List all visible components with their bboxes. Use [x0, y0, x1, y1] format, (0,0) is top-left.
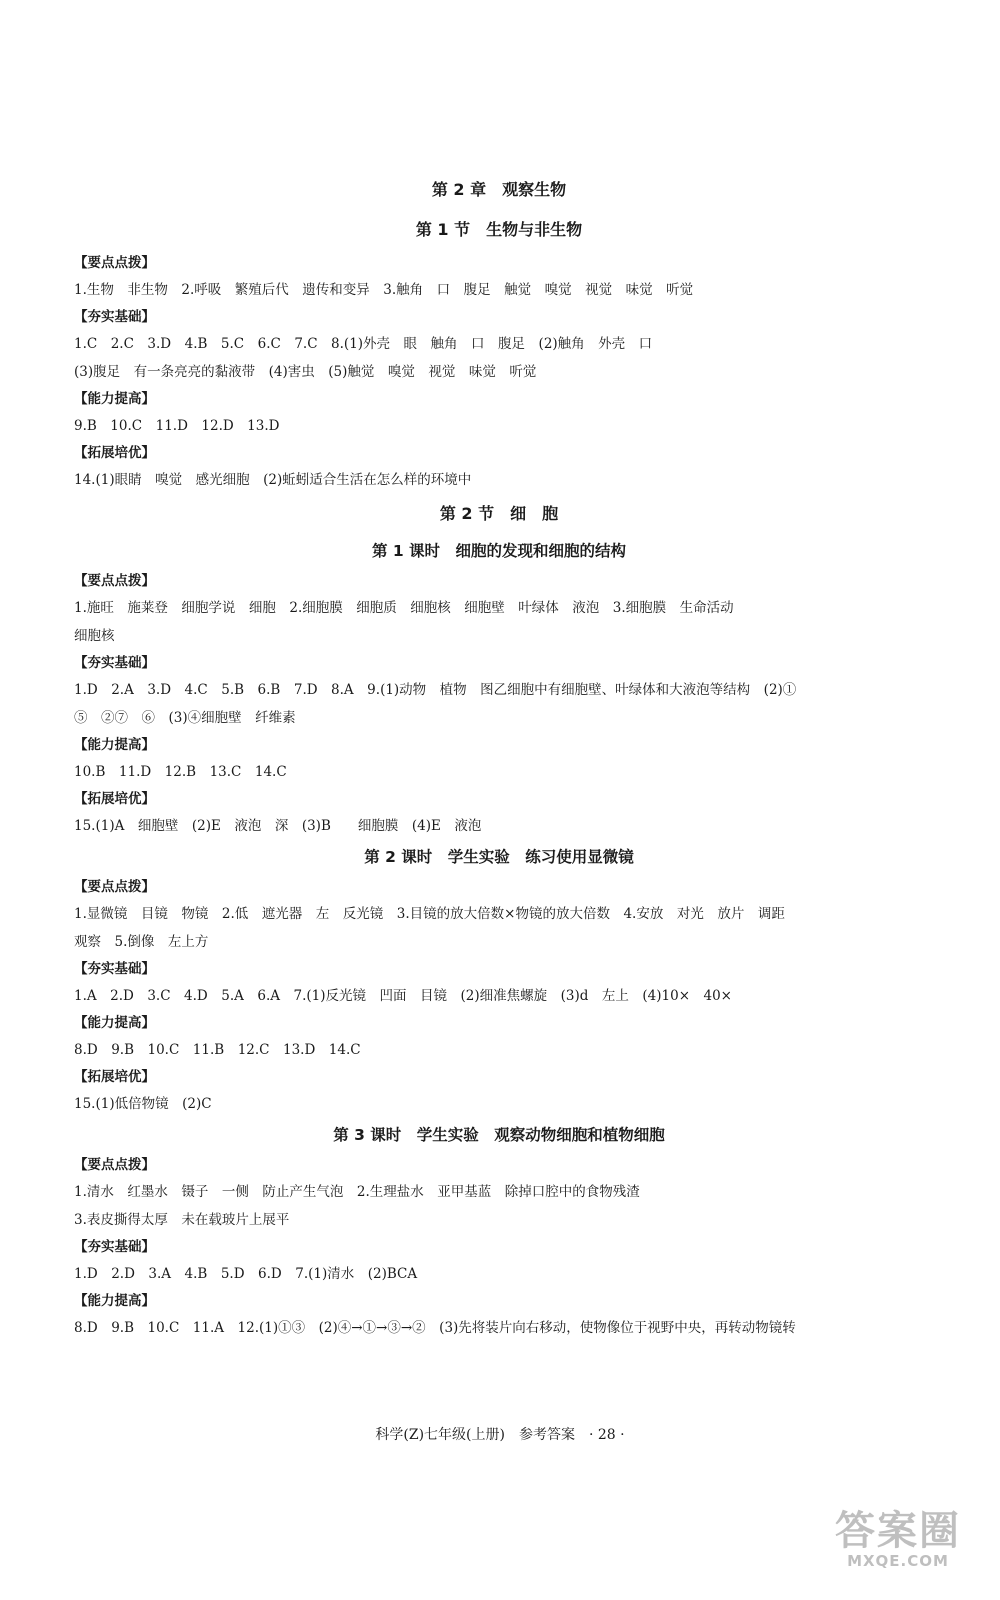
watermark-url: MXQE.COM — [847, 1552, 949, 1570]
answer-line: 14.(1)眼睛 嗅觉 感光细胞 (2)蚯蚓适合生活在怎么样的环境中 — [74, 472, 472, 488]
answer-line: (3)腹足 有一条亮亮的黏液带 (4)害虫 (5)触觉 嗅觉 视觉 味觉 听觉 — [74, 364, 537, 380]
category-label: 【夯实基础】 — [74, 961, 155, 977]
category-label: 【能力提高】 — [74, 391, 155, 407]
lesson-3 — [74, 1118, 924, 1342]
answer-line: 3.表皮撕得太厚 未在载玻片上展平 — [74, 1212, 290, 1228]
answer-line: 1.生物 非生物 2.呼吸 繁殖后代 遗传和变异 3.触角 口 腹足 触觉 嗅觉 视觉 味觉 听觉 — [74, 282, 694, 298]
answer-line: 1.显微镜 目镜 物镜 2.低 遮光器 左 反光镜 3.目镜的放大倍数×物镜的放大倍数 4.安放 对光 放片 调距 — [74, 906, 785, 922]
watermark-logo — [814, 1510, 982, 1574]
category-label: 【能力提高】 — [74, 1293, 155, 1309]
category-label: 【要点点拨】 — [74, 573, 155, 589]
watermark-text: 答案圈 — [835, 1508, 961, 1554]
page-content — [74, 170, 924, 1342]
answer-line: 10.B 11.D 12.B 13.C 14.C — [74, 764, 287, 780]
category-label: 【要点点拨】 — [74, 255, 155, 271]
answer-line: 15.(1)A 细胞壁 (2)E 液泡 深 (3)B 细胞膜 (4)E 液泡 — [74, 818, 482, 834]
category-label: 【夯实基础】 — [74, 655, 155, 671]
chapter-title: 第 2 章 观察生物 — [431, 180, 567, 199]
answer-line: 1.D 2.A 3.D 4.C 5.B 6.B 7.D 8.A 9.(1)动物 植物 图乙细胞中有细胞壁、叶绿体和大液泡等结构 (2)① — [74, 682, 797, 698]
answer-line: 1.清水 红墨水 镊子 一侧 防止产生气泡 2.生理盐水 亚甲基蓝 除掉口腔中的食物残渣 — [74, 1184, 640, 1200]
answer-line: 观察 5.倒像 左上方 — [74, 934, 209, 950]
lesson-1 — [74, 534, 924, 840]
page-footer: 科学(Z)七年级(上册) 参考答案 · 28 · — [375, 1427, 625, 1443]
category-label: 【要点点拨】 — [74, 1157, 155, 1173]
answer-line: 1.A 2.D 3.C 4.D 5.A 6.A 7.(1)反光镜 凹面 目镜 (2)细准焦螺旋 (3)d 左上 (4)10× 40× — [74, 988, 732, 1004]
lesson-title: 第 2 课时 学生实验 练习使用显微镜 — [364, 848, 634, 866]
answer-line: 15.(1)低倍物镜 (2)C — [74, 1096, 212, 1112]
lesson-title: 第 1 课时 细胞的发现和细胞的结构 — [371, 542, 627, 560]
answer-line: 9.B 10.C 11.D 12.D 13.D — [74, 418, 280, 434]
answer-line: 1.D 2.D 3.A 4.B 5.D 6.D 7.(1)清水 (2)BCA — [74, 1266, 418, 1282]
category-label: 【拓展培优】 — [74, 791, 155, 807]
section-1 — [74, 210, 924, 494]
lesson-2 — [74, 840, 924, 1118]
category-label: 【要点点拨】 — [74, 879, 155, 895]
category-label: 【拓展培优】 — [74, 445, 155, 461]
category-label: 【夯实基础】 — [74, 1239, 155, 1255]
category-label: 【拓展培优】 — [74, 1069, 155, 1085]
category-label: 【能力提高】 — [74, 1015, 155, 1031]
answer-line: 1.施旺 施莱登 细胞学说 细胞 2.细胞膜 细胞质 细胞核 细胞壁 叶绿体 液泡 3.细胞膜 生命活动 — [74, 600, 734, 616]
answer-line: 8.D 9.B 10.C 11.A 12.(1)①③ (2)④→①→③→② (3)先将装片向右移动，使物像位于视野中央，再转动物镜转 — [74, 1320, 796, 1336]
section-title: 第 1 节 生物与非生物 — [415, 220, 583, 239]
answer-line: 1.C 2.C 3.D 4.B 5.C 6.C 7.C 8.(1)外壳 眼 触角 口 腹足 (2)触角 外壳 口 — [74, 336, 653, 352]
section-2-title: 第 2 节 细 胞 — [439, 504, 559, 523]
category-label: 【夯实基础】 — [74, 309, 155, 325]
answer-line: 细胞核 — [74, 628, 115, 644]
lesson-title: 第 3 课时 学生实验 观察动物细胞和植物细胞 — [333, 1126, 665, 1144]
answer-line: 8.D 9.B 10.C 11.B 12.C 13.D 14.C — [74, 1042, 361, 1058]
category-label: 【能力提高】 — [74, 737, 155, 753]
answer-line: ⑤ ②⑦ ⑥ (3)④细胞壁 纤维素 — [74, 710, 296, 726]
